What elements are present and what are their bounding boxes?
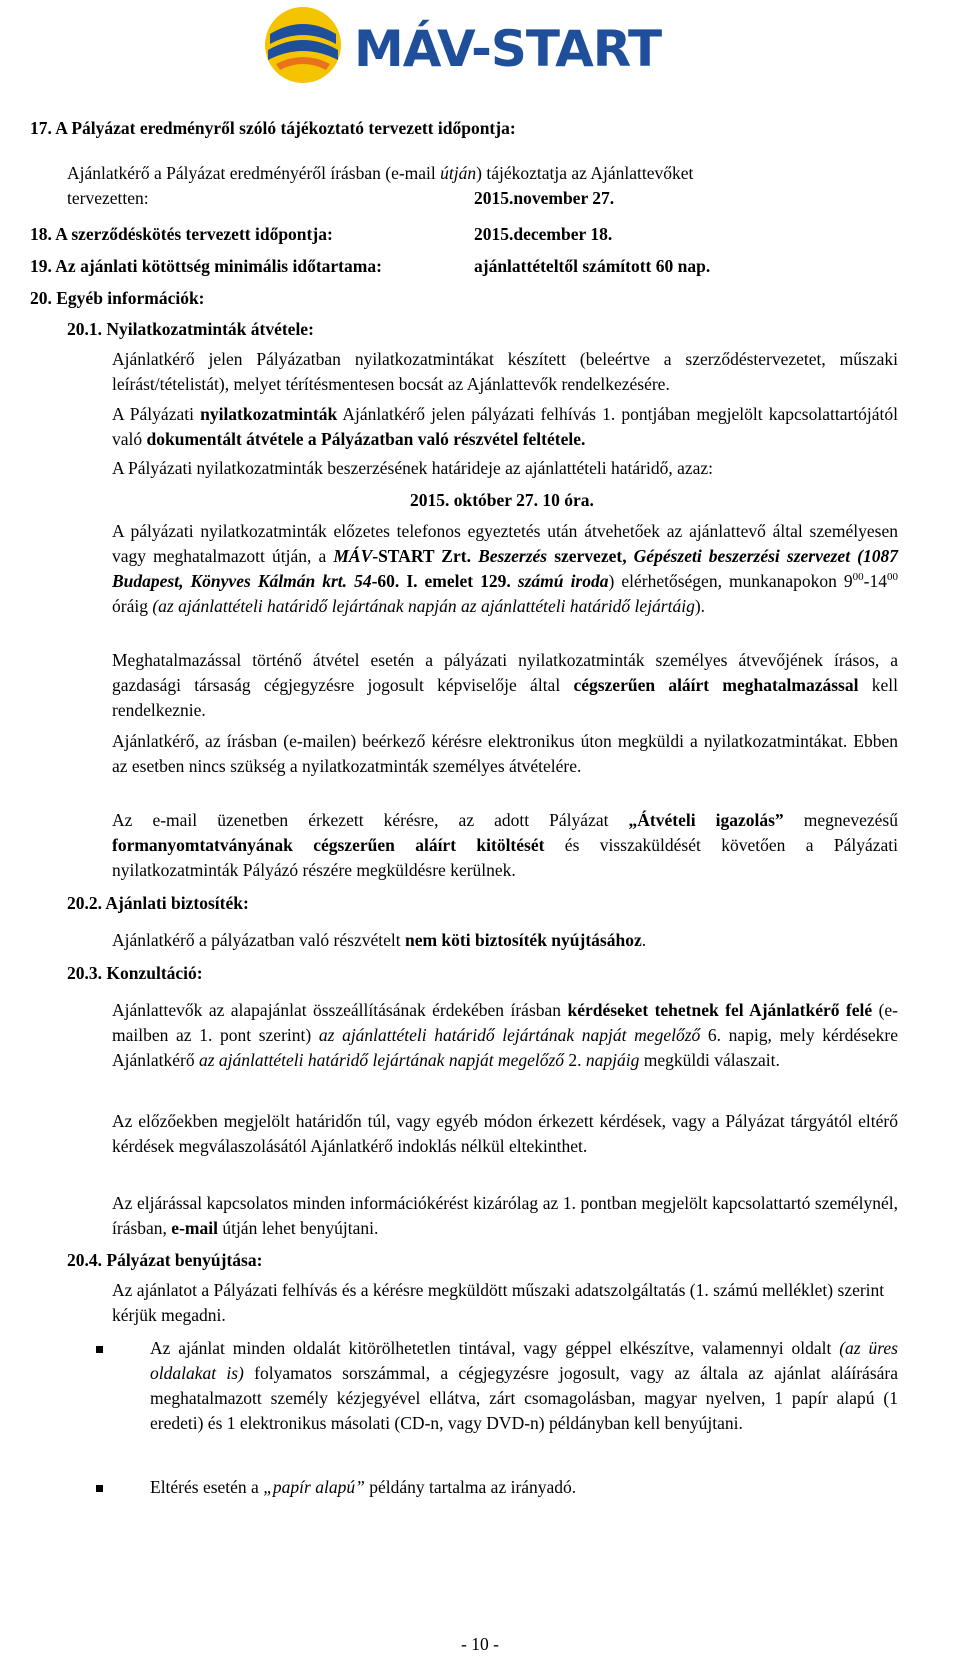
section-17-heading: 17. A Pályázat eredményről szóló tájékoztató tervezett időpontja:	[30, 118, 516, 138]
s20-3-paragraph-2: Az előzőekben megjelölt határidőn túl, vagy egyéb módon érkezett kérdések, vagy a Pályázat tárgyától eltérő kérdések megválaszolásától Ajánlatkérő indoklás nélkül eltekinthet.	[112, 1111, 898, 1156]
section-20-heading: 20. Egyéb információk:	[30, 288, 205, 308]
section-18-date: 2015.december 18.	[474, 224, 613, 244]
section-17-line1: Ajánlatkérő a Pályázat eredményéről írásban (e-mail útján) tájékoztatja az Ajánlattevőket	[67, 163, 694, 183]
s20-1-paragraph-2: A Pályázati nyilatkozatminták Ajánlatkérő jelen pályázati felhívás 1. pontjában megjelölt kapcsolattartójától való dokumentált átvétele a Pályázatban való részvétel feltétele.	[112, 404, 899, 449]
s20-1-paragraph-3: A Pályázati nyilatkozatminták beszerzésének határideje az ajánlattételi határidő, azaz:	[112, 458, 714, 478]
section-17-date: 2015.november 27.	[474, 188, 615, 208]
section-20-4-heading: 20.4. Pályázat benyújtása:	[67, 1250, 263, 1270]
bullet-icon	[96, 1346, 103, 1353]
s20-4-paragraph-1: Az ajánlatot a Pályázati felhívás és a kérésre megküldött műszaki adatszolgáltatás (1. számú melléklet) szerint kérjük megadni.	[112, 1280, 885, 1325]
section-20-3-heading: 20.3. Konzultáció:	[67, 963, 203, 983]
s20-3-paragraph-1: Ajánlattevők az alapajánlat összeállításának érdekében írásban kérdéseket tehetnek fel Ajánlatkérő felé (e-mailben az 1. pont szerint) az ajánlattételi határidő lejártának napját megelőző 6. napig, mely kérdésekre Ajánlatkérő az ajánlattételi határidő lejártának napját megelőző 2. napjáig megküldi válaszait.	[112, 1000, 899, 1070]
s20-4-bullet-1: Az ajánlat minden oldalát kitörölhetetlen tintával, vagy géppel elkészítve, valamennyi oldalt (az üres oldalakat is) folyamatos sorszámmal, a cégjegyzésre jogosult, vagy az általa az ajánlat aláírására meghatalmazott személy kézjegyével ellátva, zárt csomagolásban, magyar nyelven, 1 papír alapú (1 eredeti) és 1 elektronikus másolati (CD-n, vagy DVD-n) példányban kell benyújtani.	[150, 1338, 898, 1433]
s20-1-paragraph-5: Meghatalmazással történő átvétel esetén a pályázati nyilatkozatminták személyes átvevőjének írásos, a gazdasági társaság cégjegyzésre jogosult képviselője által cégszerűen aláírt meghatalmazással kell rendelkeznie.	[112, 650, 898, 720]
section-18-label: 18. A szerződéskötés tervezett időpontja:	[30, 224, 333, 244]
logo-text: MÁV-START	[354, 20, 662, 78]
s20-2-paragraph: Ajánlatkérő a pályázatban való részvételt nem köti biztosíték nyújtásához.	[112, 930, 647, 950]
page-number: - 10 -	[461, 1634, 499, 1654]
s20-1-deadline: 2015. október 27. 10 óra.	[410, 490, 594, 510]
section-19-label: 19. Az ajánlati kötöttség minimális időtartama:	[30, 256, 382, 276]
mav-start-logo	[262, 4, 682, 86]
section-17-label2: tervezetten:	[67, 188, 149, 208]
s20-1-paragraph-7: Az e-mail üzenetben érkezett kérésre, az adott Pályázat „Átvételi igazolás” megnevezésű formanyomtatványának cégszerűen aláírt kitöltését és visszaküldését követően a Pályázati nyilatkozatminták Pályázó részére megküldésre kerülnek.	[112, 810, 898, 880]
s20-1-paragraph-1: Ajánlatkérő jelen Pályázatban nyilatkozatmintákat készített (beleértve a szerződéstervezetet, műszaki leírást/tételistát), melyet térítésmentesen bocsát az Ajánlattevők rendelkezésére.	[112, 349, 898, 394]
section-20-1-heading: 20.1. Nyilatkozatminták átvétele:	[67, 319, 314, 339]
section-20-2-heading: 20.2. Ajánlati biztosíték:	[67, 893, 249, 913]
s20-3-paragraph-3: Az eljárással kapcsolatos minden információkérést kizárólag az 1. pontban megjelölt kapcsolattartó személynél, írásban, e-mail útján lehet benyújtani.	[112, 1193, 898, 1238]
s20-1-paragraph-6: Ajánlatkérő, az írásban (e-mailen) beérkező kérésre elektronikus úton megküldi a nyilatkozatmintákat. Ebben az esetben nincs szükség a nyilatkozatminták személyes átvételére.	[112, 731, 898, 776]
bullet-icon	[96, 1485, 103, 1492]
section-19-value: ajánlattételtől számított 60 nap.	[474, 256, 711, 276]
s20-1-paragraph-4: A pályázati nyilatkozatminták előzetes telefonos egyeztetés után átvehetőek az ajánlattevő által személyesen vagy meghatalmazott útján, a MÁV-START Zrt. Beszerzés szervezet, Gépészeti beszerzési szervezet (1087 Budapest, Könyves Kálmán krt. 54-60. I. emelet 129. számú iroda) elérhetőségen, munkanapokon $9^{00}-14^{00}$ óráig (az ajánlattételi határidő lejártának napján az ajánlattételi határidő lejártáig).	[112, 521, 898, 616]
s20-4-bullet-2: Eltérés esetén a „papír alapú” példány tartalma az irányadó.	[150, 1477, 577, 1497]
